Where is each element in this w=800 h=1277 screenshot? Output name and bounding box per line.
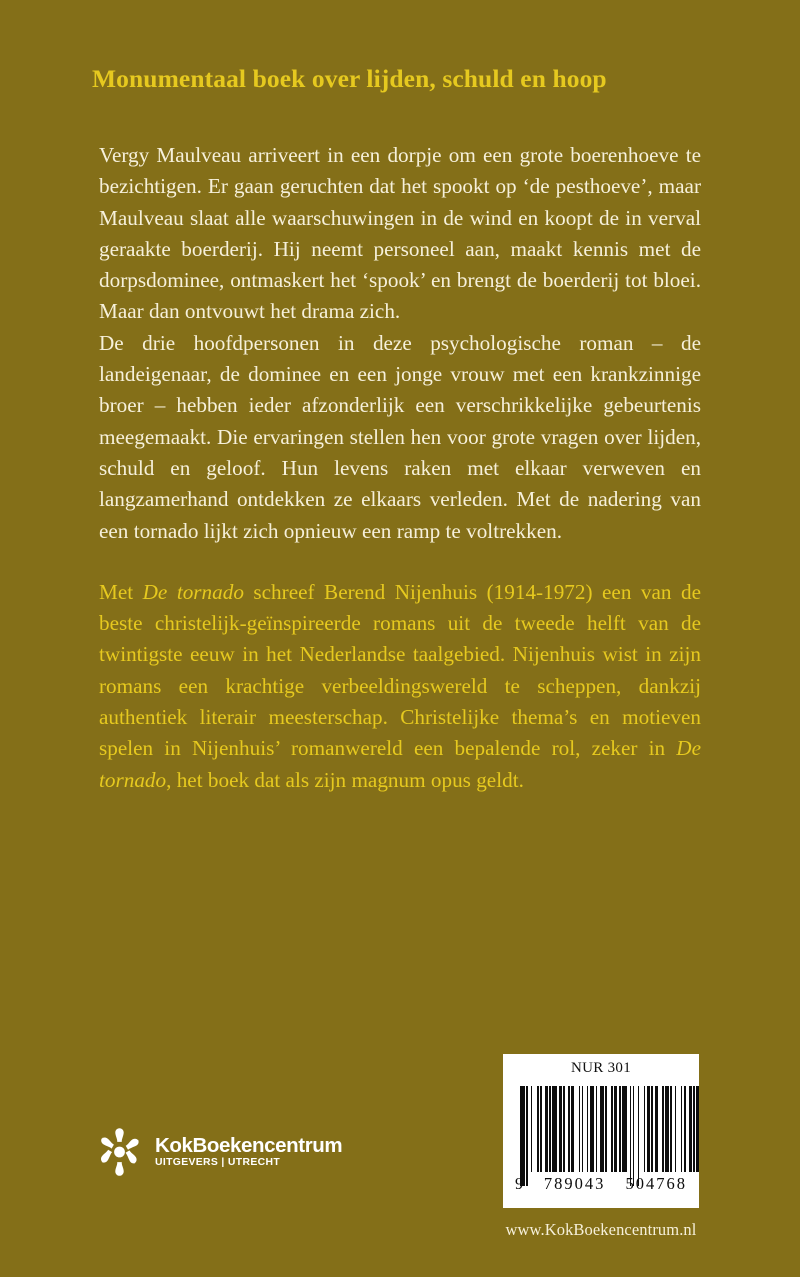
author-note-paragraph — [99, 577, 701, 796]
publisher-name: KokBoekencentrum — [155, 1133, 343, 1157]
nur-code-label: NUR 301 — [570, 1060, 632, 1076]
barcode-bars — [520, 1086, 683, 1186]
author-note-segment-3: , het boek dat als zijn magnum opus geldt. — [166, 767, 524, 792]
publisher-logo — [97, 1126, 342, 1178]
barcode — [503, 1054, 699, 1208]
blurb-text-block — [99, 140, 701, 796]
paragraph-spacer — [99, 547, 701, 577]
book-title-italic-2: De tornado — [99, 736, 701, 792]
author-note-segment-1: Met — [99, 579, 143, 604]
publisher-website: www.KokBoekencentrum.nl — [505, 1220, 697, 1239]
author-note-segment-2: schreef Berend Nijenhuis (1914-1972) een van de beste christelijk-geïnspireerde romans uit de tweede helft van de twintigste eeuw in het Nederlandse taalgebied. Nijenhuis wist in zijn romans een krachtige verbeeldingswereld te scheppen, dankzij authentiek literair meesterschap. Christelijke thema’s en motieven spelen in Nijenhuis’ romanwereld een bepalende rol, zeker in — [99, 579, 701, 761]
barcode-bar — [696, 1086, 699, 1172]
barcode-digits — [513, 1174, 689, 1194]
synopsis-paragraph-2: De drie hoofdpersonen in deze psychologische roman – de landeigenaar, de dominee en een jonge vrouw met een krankzinnige broer – hebben ieder afzonderlijk een verschrikkelijke gebeurtenis meegemaakt. Die ervaringen stellen hen voor grote vragen over lijden, schuld en geloof. Hun levens raken met elkaar verweven en langzamerhand ontdekken ze elkaars verleden. Met de nadering van een tornado lijkt zich opnieuw een ramp te voltrekken. — [99, 330, 701, 543]
barcode-right-group: 504768 — [625, 1174, 687, 1193]
barcode-left-group: 789043 — [543, 1174, 606, 1193]
barcode-lead-digit: 9 — [515, 1174, 524, 1193]
book-title-italic-1: De tornado — [142, 579, 244, 604]
publisher-subtitle: UITGEVERS | UTRECHT — [155, 1157, 281, 1169]
kok-boekencentrum-star-mark-icon — [97, 1126, 142, 1178]
publisher-logo-wordmark — [155, 1133, 343, 1169]
page-title: Monumentaal boek over lijden, schuld en hoop — [92, 64, 607, 93]
synopsis-paragraph-1: Vergy Maulveau arriveert in een dorpje om een grote boerenhoeve te bezichtigen. Er gaan geruchten dat het spookt op ‘de pesthoeve’, maar Maulveau slaat alle waarschuwingen in de wind en koopt de in verval geraakte boerderij. Hij neemt personeel aan, maakt kennis met de dorpsdominee, ontmaskert het ‘spook’ en brengt de boerderij tot bloei. Maar dan ontvouwt het drama zich. — [99, 143, 701, 324]
